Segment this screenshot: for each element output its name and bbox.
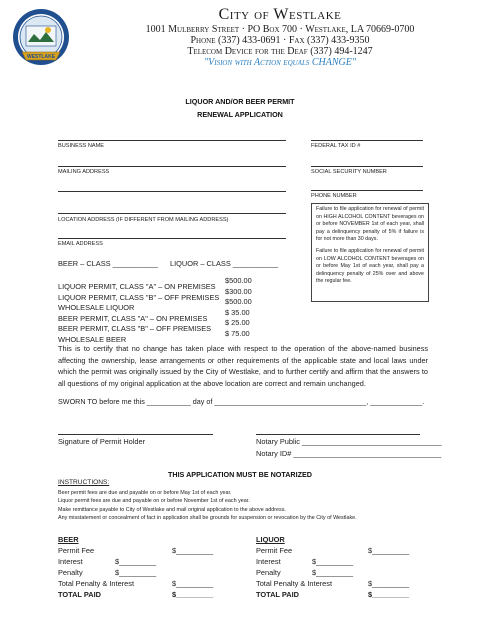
- liquor-permit-fee-label: Permit Fee: [256, 546, 293, 555]
- notary-signature-line[interactable]: [256, 434, 420, 435]
- liquor-permit-fee-field[interactable]: $_________: [368, 546, 410, 555]
- beer-interest-field[interactable]: $_________: [115, 557, 157, 566]
- ssn-input[interactable]: [311, 166, 423, 167]
- street-address: 1001 Mulberry Street · PO Box 700 · Westlake, LA 70669-0700: [145, 24, 415, 35]
- beer-total-paid-field[interactable]: $_________: [172, 590, 214, 599]
- liquor-heading: LIQUOR: [256, 535, 285, 544]
- fee-label: BEER PERMIT, CLASS "A" – ON PREMISES: [58, 313, 208, 323]
- business-name-label: BUSINESS NAME: [58, 143, 105, 149]
- fee-label: LIQUOR PERMIT, CLASS "B" – OFF PREMISES: [58, 292, 220, 302]
- liquor-total-pi-field[interactable]: $_________: [368, 579, 410, 588]
- ssn-label: SOCIAL SECURITY NUMBER: [311, 169, 387, 175]
- notarized-notice: THIS APPLICATION MUST BE NOTARIZED: [167, 470, 312, 479]
- instruction-line: Liquor permit fees are due and payable on or before November 1st of each year.: [58, 498, 250, 504]
- fee-label: LIQUOR PERMIT, CLASS "A" – ON PREMISES: [58, 282, 216, 291]
- fee-label: WHOLESALE BEER: [58, 334, 127, 344]
- holder-signature-label: Signature of Permit Holder: [58, 437, 146, 446]
- beer-total-pi-label: Total Penalty & Interest: [58, 579, 134, 588]
- mailing-address-label: MAILING ADDRESS: [58, 169, 110, 175]
- liquor-total-pi-label: Total Penalty & Interest: [256, 579, 332, 588]
- liquor-interest-label: Interest: [256, 557, 281, 566]
- tdd-phone: Telecom Device for the Deaf (337) 494-1247: [187, 46, 373, 57]
- phone-fax: Phone (337) 433-0691 · Fax (337) 433-9350: [190, 35, 370, 46]
- instructions-heading: INSTRUCTIONS:: [58, 479, 110, 486]
- beer-penalty-label: Penalty: [58, 568, 83, 577]
- notary-id-field[interactable]: Notary ID# ____________________________________: [256, 449, 442, 458]
- header-contact: [95, 24, 465, 57]
- beer-total-paid-label: TOTAL PAID: [58, 590, 101, 599]
- beer-total-pi-field[interactable]: $_________: [172, 579, 214, 588]
- form-title: LIQUOR AND/OR BEER PERMIT: [185, 97, 295, 106]
- notary-public-field[interactable]: Notary Public __________________________________: [256, 437, 442, 446]
- fee-amount: $ 75.00: [225, 328, 250, 338]
- mailing-address-line2-input[interactable]: [58, 191, 286, 192]
- beer-interest-label: Interest: [58, 557, 83, 566]
- fee-label: WHOLESALE LIQUOR: [58, 303, 135, 312]
- form-subtitle: RENEWAL APPLICATION: [197, 110, 283, 119]
- fee-amount: $300.00: [225, 286, 252, 296]
- instruction-line: Any misstatement or concealment of fact in application shall be grounds for suspension or revocation by the City of Westlake.: [58, 515, 357, 521]
- low-alcohol-notice: Failure to file application for renewal of permit on LOW ALCOHOL CONTENT beverages on or before May 1st of each year, shall pay a delinquency penalty of 25% over and above the regular fee.: [316, 247, 424, 285]
- liquor-total-paid-label: TOTAL PAID: [256, 590, 299, 599]
- instruction-line: Make remittance payable to City of Westlake and mail original application to the above address.: [58, 507, 286, 513]
- beer-heading: BEER: [58, 535, 79, 544]
- beer-permit-fee-label: Permit Fee: [58, 546, 95, 555]
- email-label: EMAIL ADDRESS: [58, 241, 103, 247]
- fee-schedule: [58, 276, 298, 344]
- phone-number-label: PHONE NUMBER: [311, 193, 357, 199]
- location-address-label: LOCATION ADDRESS (IF DIFFERENT FROM MAILING ADDRESS): [58, 217, 229, 223]
- business-name-input[interactable]: [58, 140, 286, 141]
- beer-class-field[interactable]: BEER – CLASS ___________: [58, 259, 158, 268]
- fee-amount: $ 25.00: [225, 318, 250, 327]
- city-seal-logo: [12, 8, 70, 66]
- beer-penalty-field[interactable]: $_________: [115, 568, 157, 577]
- city-name: City of Westlake: [218, 6, 342, 23]
- liquor-class-field[interactable]: LIQUOR – CLASS ___________: [170, 259, 279, 268]
- liquor-penalty-label: Penalty: [256, 568, 281, 577]
- certification-text: This is to certify that no change has taken place with respect to the operation of the above-named business affecting the ownership, lease arrangements or other requirements of the applicable state and local laws under which the permit was originally issued by the City of Westlake, and to further certify and affirm that the answers to all questions of my original application at the above location are correct and remain unchanged.: [58, 344, 428, 388]
- beer-permit-fee-field[interactable]: $_________: [172, 546, 214, 555]
- federal-tax-id-label: FEDERAL TAX ID #: [311, 143, 361, 149]
- instruction-line: Beer permit fees are due and payable on or before May 1st of each year.: [58, 490, 232, 496]
- liquor-interest-field[interactable]: $_________: [312, 557, 354, 566]
- sworn-statement[interactable]: SWORN TO before me this ___________ day of ______________________________________, _____________.: [58, 397, 425, 406]
- mailing-address-input[interactable]: [58, 166, 286, 167]
- liquor-total-paid-field[interactable]: $_________: [368, 590, 410, 599]
- seal-ribbon-text: WESTLAKE: [26, 54, 56, 60]
- fee-label: BEER PERMIT, CLASS "B" – OFF PREMISES: [58, 324, 212, 333]
- holder-signature-line[interactable]: [58, 434, 213, 435]
- location-address-input[interactable]: [58, 213, 286, 214]
- fee-amount: $ 35.00: [225, 307, 250, 317]
- high-alcohol-notice: Failure to file application for renewal of permit on HIGH ALCOHOL CONTENT beverages on or before NOVEMBER 1st of each year, shall pay a delinquency penalty of 5% if failure is for not more than 30 days.: [316, 206, 424, 243]
- city-motto: "Vision with Action equals CHANGE": [203, 57, 357, 68]
- liquor-penalty-field[interactable]: $_________: [312, 568, 354, 577]
- email-input[interactable]: [58, 238, 286, 239]
- federal-tax-id-input[interactable]: [311, 140, 423, 141]
- phone-number-input[interactable]: [311, 190, 423, 191]
- fee-amount: $500.00: [225, 297, 252, 306]
- fee-amount: $500.00: [225, 276, 252, 285]
- late-fee-notice: [311, 203, 429, 302]
